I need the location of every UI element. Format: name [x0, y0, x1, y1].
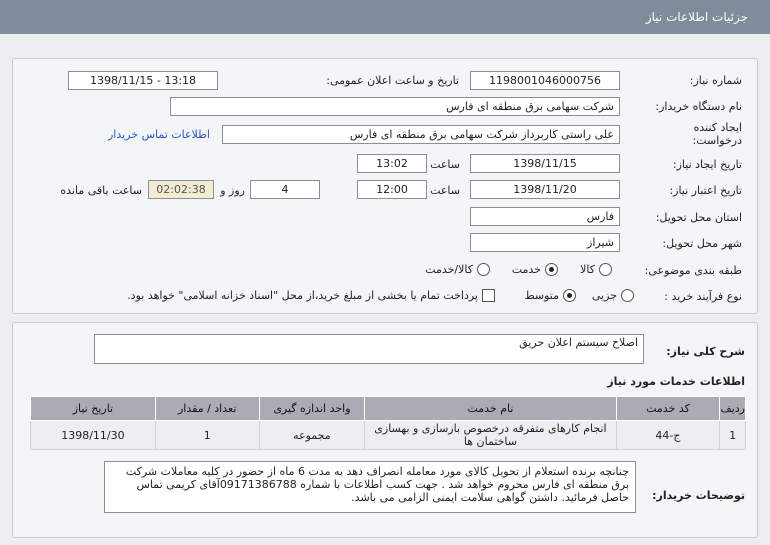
need-number-field: 1198001046000756	[470, 71, 620, 90]
category-option-goods[interactable]: کالا	[580, 262, 612, 276]
radio-button-selected[interactable]	[563, 289, 576, 302]
radio-button[interactable]	[599, 263, 612, 276]
col-code-header: کد خدمت	[616, 397, 720, 421]
remaining-label: ساعت باقی مانده	[60, 184, 142, 197]
summary-label: شرح کلی نیاز:	[666, 345, 745, 358]
province-label: استان محل تحویل:	[655, 211, 742, 224]
cell-unit: مجموعه	[259, 421, 365, 450]
city-label: شهر محل تحویل:	[662, 237, 742, 250]
category-label: طبقه بندی موضوعی:	[644, 264, 742, 277]
creator-field: علی راستی کاربرداز شرکت سهامی برق منطقه ای فارس	[222, 125, 620, 144]
buyer-notes-label: توضیحات خریدار:	[652, 489, 745, 502]
remaining-time-field: 02:02:38	[148, 180, 214, 199]
buyer-org-field: شرکت سهامی برق منطقه ای فارس	[170, 97, 620, 116]
cell-qty: 1	[155, 421, 259, 450]
checkbox[interactable]	[482, 289, 495, 302]
col-row-header: ردیف	[720, 397, 746, 421]
create-date-field: 1398/11/15	[470, 154, 620, 173]
page-header	[0, 0, 770, 34]
col-name-header: نام خدمت	[365, 397, 616, 421]
col-unit-header: واحد اندازه گیری	[259, 397, 365, 421]
services-title: اطلاعات خدمات مورد نیاز	[607, 375, 745, 388]
treasury-payment-option[interactable]: پرداخت تمام یا بخشی از مبلغ خرید،از محل "اسناد خزانه اسلامی" خواهد بود.	[127, 288, 495, 302]
process-label: نوع فرآیند خرید :	[664, 290, 742, 303]
table-header-row	[31, 397, 746, 421]
category-option-service[interactable]: خدمت	[512, 262, 558, 276]
city-field: شیراز	[470, 233, 620, 252]
buyer-notes-field: چنانچه برنده استعلام از تحویل کالای مورد معامله انصراف دهد به مدت 6 ماه از حضور در کلیه معاملات شرکت برق منطقه ای فارس محروم خواهد شد . جهت کسب اطلاعات با شماره 09171386788آقای کریمی تماس حاصل فرمائید. داشتن گواهی سلامت ایمنی الزامی می باشد.	[104, 461, 636, 513]
category-option-goods-service[interactable]: کالا/خدمت	[425, 262, 490, 276]
province-field: فارس	[470, 207, 620, 226]
col-date-header: تاریخ نیاز	[31, 397, 156, 421]
announce-label: تاریخ و ساعت اعلان عمومی:	[326, 74, 459, 87]
create-date-label: تاریخ ایجاد نیاز:	[672, 158, 742, 171]
col-qty-header: تعداد / مقدار	[155, 397, 259, 421]
announce-field: 1398/11/15 - 13:18	[68, 71, 218, 90]
create-time-label: ساعت	[430, 158, 460, 171]
radio-button[interactable]	[621, 289, 634, 302]
table-row	[31, 421, 746, 450]
services-table	[30, 396, 746, 450]
valid-date-field: 1398/11/20	[470, 180, 620, 199]
valid-time-label: ساعت	[430, 184, 460, 197]
cell-date: 1398/11/30	[31, 421, 156, 450]
radio-button[interactable]	[477, 263, 490, 276]
valid-date-label: تاریخ اعتبار نیاز:	[669, 184, 742, 197]
cell-code: ج-44	[616, 421, 720, 450]
page-title: جزئیات اطلاعات نیاز	[645, 10, 748, 24]
radio-button-selected[interactable]	[545, 263, 558, 276]
valid-time-field: 12:00	[357, 180, 427, 199]
summary-field: اصلاح سیستم اعلان حریق	[94, 334, 644, 364]
days-field: 4	[250, 180, 320, 199]
create-time-field: 13:02	[357, 154, 427, 173]
process-option-medium[interactable]: متوسط	[524, 288, 576, 302]
days-label: روز و	[220, 184, 245, 197]
process-option-minor[interactable]: جزیی	[592, 288, 634, 302]
buyer-contact-link[interactable]: اطلاعات تماس خریدار	[108, 128, 210, 141]
cell-row: 1	[720, 421, 746, 450]
creator-label: ایجاد کننده درخواست:	[692, 121, 742, 147]
cell-name: انجام کارهای متفرقه درخصوص بازسازی و بهسازی ساختمان ها	[365, 421, 616, 450]
buyer-org-label: نام دستگاه خریدار:	[655, 100, 742, 113]
need-number-label: شماره نیاز:	[689, 74, 742, 87]
